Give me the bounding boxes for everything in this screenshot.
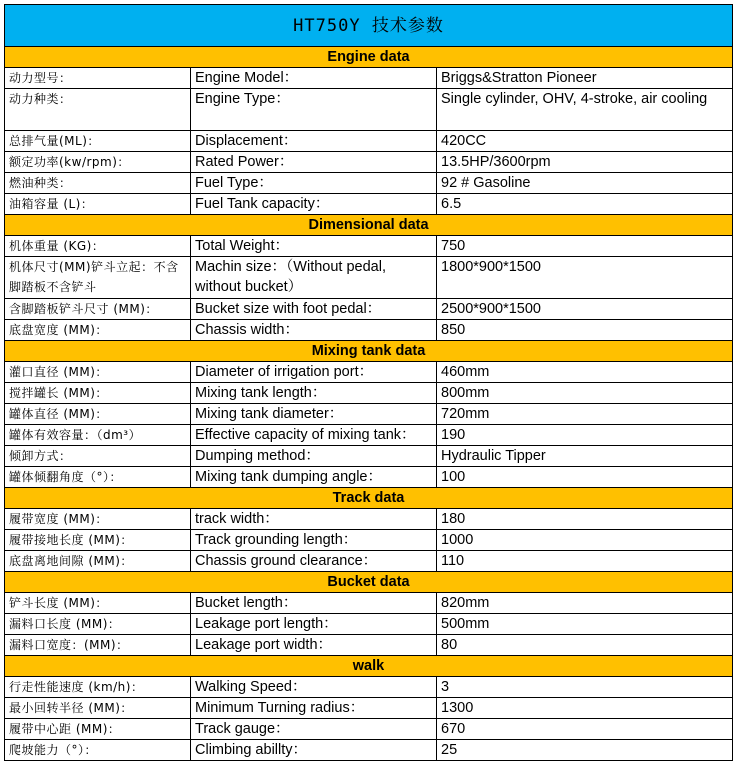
spec-value: Hydraulic Tipper bbox=[437, 446, 733, 467]
chinese-label: 燃油种类： bbox=[5, 173, 191, 194]
table-row bbox=[5, 446, 733, 467]
english-label: Leakage port width： bbox=[191, 635, 437, 656]
table-row bbox=[5, 551, 733, 572]
chinese-label: 漏料口长度 (MM)： bbox=[5, 614, 191, 635]
english-label: Engine Type： bbox=[191, 89, 437, 131]
table-row bbox=[5, 530, 733, 551]
english-label: Chassis ground clearance： bbox=[191, 551, 437, 572]
spec-value: 1300 bbox=[437, 698, 733, 719]
english-label: Track gauge： bbox=[191, 719, 437, 740]
english-label: Minimum Turning radius： bbox=[191, 698, 437, 719]
english-label: Mixing tank dumping angle： bbox=[191, 467, 437, 488]
spec-value: 13.5HP/3600rpm bbox=[437, 152, 733, 173]
spec-table bbox=[4, 4, 733, 761]
spec-value: 850 bbox=[437, 320, 733, 341]
english-label: Mixing tank length： bbox=[191, 383, 437, 404]
section-header: Track data bbox=[5, 488, 733, 509]
chinese-label: 额定功率(kw/rpm)： bbox=[5, 152, 191, 173]
chinese-label: 罐体直径 (MM)： bbox=[5, 404, 191, 425]
spec-value: Single cylinder, OHV, 4-stroke, air cooling bbox=[437, 89, 733, 131]
english-label: Bucket length： bbox=[191, 593, 437, 614]
english-label: Total Weight： bbox=[191, 236, 437, 257]
chinese-label: 机体重量 (KG)： bbox=[5, 236, 191, 257]
table-row bbox=[5, 698, 733, 719]
table-row bbox=[5, 173, 733, 194]
table-row bbox=[5, 257, 733, 299]
chinese-label: 罐体倾翻角度（°）： bbox=[5, 467, 191, 488]
chinese-label: 行走性能速度 (km/h)： bbox=[5, 677, 191, 698]
english-label: Engine Model： bbox=[191, 68, 437, 89]
chinese-label: 履带中心距 (MM)： bbox=[5, 719, 191, 740]
chinese-label: 最小回转半径 (MM)： bbox=[5, 698, 191, 719]
english-label: Fuel Tank capacity： bbox=[191, 194, 437, 215]
spec-value: 1000 bbox=[437, 530, 733, 551]
table-row bbox=[5, 677, 733, 698]
spec-value: 1800*900*1500 bbox=[437, 257, 733, 299]
spec-value: 820mm bbox=[437, 593, 733, 614]
table-row bbox=[5, 404, 733, 425]
section-header-row bbox=[5, 656, 733, 677]
english-label: Machin size：（Without pedal, without bucket） bbox=[191, 257, 437, 299]
english-label: Rated Power： bbox=[191, 152, 437, 173]
section-header: Dimensional data bbox=[5, 215, 733, 236]
table-row bbox=[5, 509, 733, 530]
spec-value: 420CC bbox=[437, 131, 733, 152]
spec-value: 6.5 bbox=[437, 194, 733, 215]
section-header-row bbox=[5, 572, 733, 593]
chinese-label: 机体尺寸(MM)铲斗立起：不含脚踏板不含铲斗 bbox=[5, 257, 191, 299]
english-label: Leakage port length： bbox=[191, 614, 437, 635]
spec-value: 80 bbox=[437, 635, 733, 656]
spec-value: 750 bbox=[437, 236, 733, 257]
section-header-row bbox=[5, 215, 733, 236]
section-header: Mixing tank data bbox=[5, 341, 733, 362]
spec-value: 670 bbox=[437, 719, 733, 740]
spec-value: 3 bbox=[437, 677, 733, 698]
table-row bbox=[5, 89, 733, 131]
english-label: Bucket size with foot pedal： bbox=[191, 299, 437, 320]
english-label: Dumping method： bbox=[191, 446, 437, 467]
chinese-label: 底盘离地间隙 (MM)： bbox=[5, 551, 191, 572]
spec-value: 25 bbox=[437, 740, 733, 761]
chinese-label: 罐体有效容量：（dm³） bbox=[5, 425, 191, 446]
spec-value: 92 # Gasoline bbox=[437, 173, 733, 194]
table-row bbox=[5, 740, 733, 761]
table-row bbox=[5, 383, 733, 404]
title-row bbox=[5, 5, 733, 47]
english-label: Effective capacity of mixing tank： bbox=[191, 425, 437, 446]
spec-value: 460mm bbox=[437, 362, 733, 383]
spec-value: 2500*900*1500 bbox=[437, 299, 733, 320]
table-row bbox=[5, 719, 733, 740]
page-title: HT750Y 技术参数 bbox=[5, 5, 733, 47]
table-row bbox=[5, 299, 733, 320]
chinese-label: 铲斗长度 (MM)： bbox=[5, 593, 191, 614]
spec-value: 190 bbox=[437, 425, 733, 446]
english-label: Fuel Type： bbox=[191, 173, 437, 194]
spec-value: 500mm bbox=[437, 614, 733, 635]
spec-value: 180 bbox=[437, 509, 733, 530]
chinese-label: 总排气量(ML)： bbox=[5, 131, 191, 152]
english-label: track width： bbox=[191, 509, 437, 530]
table-row bbox=[5, 425, 733, 446]
table-row bbox=[5, 68, 733, 89]
table-row bbox=[5, 614, 733, 635]
english-label: Climbing abillty： bbox=[191, 740, 437, 761]
section-header-row bbox=[5, 341, 733, 362]
chinese-label: 动力种类： bbox=[5, 89, 191, 131]
table-row bbox=[5, 593, 733, 614]
english-label: Diameter of irrigation port： bbox=[191, 362, 437, 383]
table-row bbox=[5, 152, 733, 173]
spec-value: 110 bbox=[437, 551, 733, 572]
english-label: Track grounding length： bbox=[191, 530, 437, 551]
spec-value: 720mm bbox=[437, 404, 733, 425]
table-row bbox=[5, 194, 733, 215]
chinese-label: 爬坡能力（°）： bbox=[5, 740, 191, 761]
chinese-label: 漏料口宽度：(MM)： bbox=[5, 635, 191, 656]
spec-value: 800mm bbox=[437, 383, 733, 404]
section-header-row bbox=[5, 488, 733, 509]
table-row bbox=[5, 635, 733, 656]
chinese-label: 履带宽度 (MM)： bbox=[5, 509, 191, 530]
table-row bbox=[5, 131, 733, 152]
section-header-row bbox=[5, 47, 733, 68]
chinese-label: 动力型号： bbox=[5, 68, 191, 89]
chinese-label: 底盘宽度 (MM)： bbox=[5, 320, 191, 341]
section-header: Engine data bbox=[5, 47, 733, 68]
section-header: walk bbox=[5, 656, 733, 677]
chinese-label: 履带接地长度 (MM)： bbox=[5, 530, 191, 551]
english-label: Walking Speed： bbox=[191, 677, 437, 698]
section-header: Bucket data bbox=[5, 572, 733, 593]
chinese-label: 油箱容量 (L)： bbox=[5, 194, 191, 215]
chinese-label: 灌口直径 (MM)： bbox=[5, 362, 191, 383]
table-row bbox=[5, 320, 733, 341]
chinese-label: 搅拌罐长 (MM)： bbox=[5, 383, 191, 404]
english-label: Displacement： bbox=[191, 131, 437, 152]
english-label: Mixing tank diameter： bbox=[191, 404, 437, 425]
table-row bbox=[5, 236, 733, 257]
chinese-label: 倾卸方式： bbox=[5, 446, 191, 467]
spec-value: Briggs&Stratton Pioneer bbox=[437, 68, 733, 89]
table-row bbox=[5, 362, 733, 383]
spec-value: 100 bbox=[437, 467, 733, 488]
chinese-label: 含脚踏板铲斗尺寸 (MM)： bbox=[5, 299, 191, 320]
table-row bbox=[5, 467, 733, 488]
english-label: Chassis width： bbox=[191, 320, 437, 341]
